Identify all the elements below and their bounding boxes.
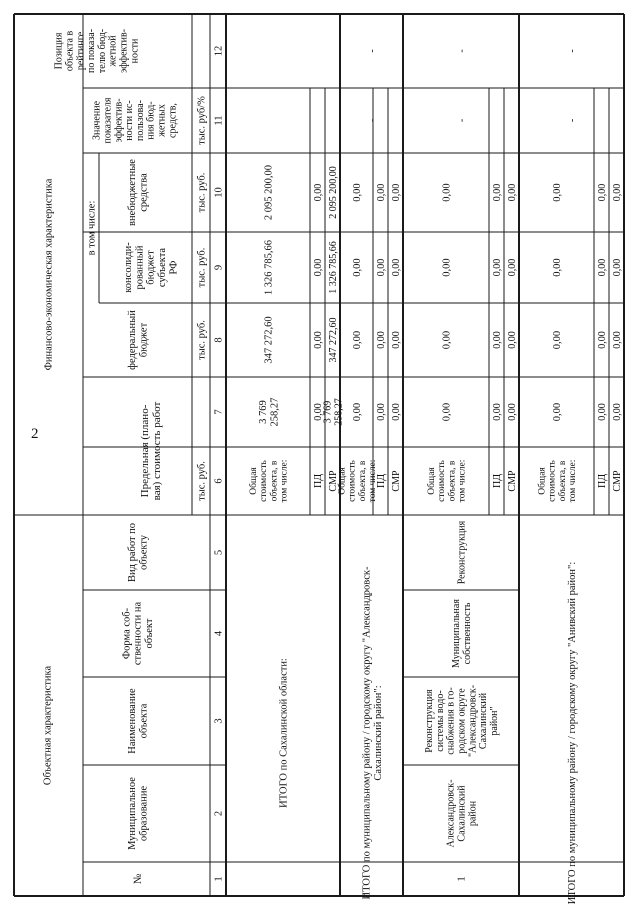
unit-c11: тыс. руб/% (196, 96, 208, 145)
cell-c10: 0,00 (376, 183, 387, 202)
cell-c10: 0,00 (313, 183, 324, 202)
header-vneb: внебюджетныесредства (127, 159, 150, 226)
cell-c7: 3 769258,27 (322, 398, 345, 426)
cost-label-total: Общаястоимостьобъекта, втом числе: (537, 459, 579, 503)
cost-label-smr: СМР (507, 470, 518, 492)
cell-c10: 0,00 (391, 183, 402, 202)
cell-c9: 0,00 (313, 258, 324, 277)
cell-c7: 0,00 (597, 403, 608, 421)
cell-c7: 0,00 (352, 402, 364, 422)
cell-c10: 2 095 200,00 (328, 166, 339, 219)
cell-c9: 0,00 (552, 258, 564, 277)
unit-c6: тыс. руб. (196, 461, 208, 501)
cell-c10: 0,00 (597, 183, 608, 202)
header-pred: Предельная (плано-вая) стоимость работ (138, 401, 163, 501)
cell-c7: 0,00 (612, 403, 623, 421)
cell-c11: - (456, 118, 468, 123)
cell-c8: 0,00 (441, 330, 453, 350)
column-number-3: 3 (213, 718, 225, 724)
page-number: 2 (31, 426, 39, 442)
cell-c12: - (367, 49, 378, 53)
cost-label-total: Общаястоимостьобъекта, втом числе: (426, 459, 468, 503)
cost-label-pd: ПД (313, 473, 324, 489)
cell-c9: 0,00 (612, 258, 623, 277)
column-number-7: 7 (213, 409, 225, 415)
object-name: Реконструкциясистемы водо-снабжения в го-родском округе"Александровск-Сахалинскийрайон" (424, 684, 500, 758)
header-poz: Позицияобъекта врейтингепо показа-телю бюд-жетнойэффектив-ности (53, 28, 141, 74)
object-form: Муниципальнаясобственность (451, 599, 473, 668)
cell-c10: 0,00 (352, 183, 364, 202)
section-title-1: ИТОГО по муниципальному району / городскому округу "Александровск-Сахалинский район": (361, 566, 384, 900)
cell-c8: 0,00 (313, 331, 324, 349)
cell-c8: 0,00 (391, 331, 402, 349)
cost-label-total: Общаястоимостьобъекта, втом числе: (248, 459, 290, 503)
cell-c10: 0,00 (552, 183, 564, 202)
cell-c8: 347 272,60 (263, 316, 275, 364)
cost-label-smr: СМР (391, 470, 402, 492)
header-name: Наименованиеобъекта (127, 688, 150, 754)
object-mun: Александровск-Сахалинскийрайон (445, 779, 479, 848)
cell-c8: 0,00 (492, 331, 503, 349)
unit-c9: тыс. руб. (196, 247, 208, 288)
cell-c8: 0,00 (352, 330, 364, 350)
cell-c8: 0,00 (597, 331, 608, 349)
unit-c10: тыс. руб. (196, 172, 208, 213)
header-mun: Муниципальноеобразование (127, 777, 150, 850)
column-number-2: 2 (213, 810, 225, 817)
group-header-incl: в том числе: (86, 200, 98, 256)
cell-c10: 0,00 (492, 183, 503, 202)
cost-label-pd: ПД (597, 473, 608, 489)
cost-label-total: Общаястоимостьобъекта, втом числе: (337, 459, 379, 503)
column-number-6: 6 (213, 478, 225, 484)
group-header-object: Объектная характеристика (42, 665, 54, 786)
cell-c9: 1 326 785,66 (263, 239, 275, 296)
cost-label-smr: СМР (328, 470, 339, 492)
cost-label-smr: СМР (612, 470, 623, 492)
cell-c7: 0,00 (441, 402, 453, 422)
group-header-finance: Финансово-экономическая характеристика (43, 178, 55, 371)
cell-c9: 0,00 (441, 258, 453, 277)
cell-c10: 2 095 200,00 (263, 164, 275, 221)
cost-label-pd: ПД (376, 473, 387, 489)
section-title-0: ИТОГО по Сахалинской области: (278, 658, 290, 808)
cell-c7: 0,00 (507, 403, 518, 421)
cell-c7: 0,00 (313, 403, 324, 421)
cell-c9: 0,00 (391, 258, 402, 277)
cell-c9: 1 326 785,66 (328, 241, 339, 294)
header-num: № (131, 873, 144, 885)
cell-c8: 0,00 (612, 331, 623, 349)
cell-c9: 0,00 (376, 258, 387, 277)
cell-c10: 0,00 (612, 183, 623, 202)
column-number-1: 1 (213, 876, 225, 882)
cell-c10: 0,00 (507, 183, 518, 202)
cell-c7: 3 769258,27 (258, 397, 281, 427)
column-number-5: 5 (213, 549, 225, 556)
header-kons: консолиди-рованныйбюджетсубъектаРФ (122, 242, 180, 293)
column-number-8: 8 (213, 337, 225, 343)
cell-c9: 0,00 (352, 258, 364, 277)
cell-c9: 0,00 (507, 258, 518, 277)
column-number-4: 4 (213, 630, 225, 637)
cell-c7: 0,00 (552, 402, 564, 422)
cell-c12: - (567, 49, 578, 53)
cell-c10: 0,00 (441, 183, 453, 202)
column-number-11: 11 (213, 115, 225, 126)
column-number-9: 9 (213, 264, 225, 271)
unit-c8: тыс. руб. (196, 320, 208, 360)
cost-label-pd: ПД (492, 473, 503, 489)
cell-c12: - (456, 49, 468, 53)
cell-c7: 0,00 (492, 403, 503, 421)
cell-c8: 347 272,60 (328, 317, 339, 363)
cell-c7: 0,00 (376, 403, 387, 421)
object-num: 1 (456, 876, 468, 882)
column-number-10: 10 (213, 187, 225, 198)
cell-c9: 0,00 (492, 258, 503, 277)
cell-c11: - (567, 118, 578, 123)
header-form: Форма соб-ственности наобъект (121, 601, 156, 666)
cell-c7: 0,00 (391, 403, 402, 421)
cell-c8: 0,00 (552, 330, 564, 350)
header-fed: федеральныйбюджет (127, 310, 150, 370)
header-znach: Значениепоказателяэффектив-ности ис-пользова-ния бюд-жетныхсредств, (91, 97, 179, 144)
cell-c8: 0,00 (507, 331, 518, 349)
cell-c9: 0,00 (597, 258, 608, 277)
column-number-12: 12 (213, 45, 225, 57)
object-vid: Реконструкция (456, 520, 468, 585)
cell-c11: - (367, 118, 378, 123)
header-vid: Вид работ пообъекту (127, 522, 150, 583)
section-title-3: ИТОГО по муниципальному району / городскому округу "Анивский район": (567, 561, 579, 905)
cell-c8: 0,00 (376, 331, 387, 349)
